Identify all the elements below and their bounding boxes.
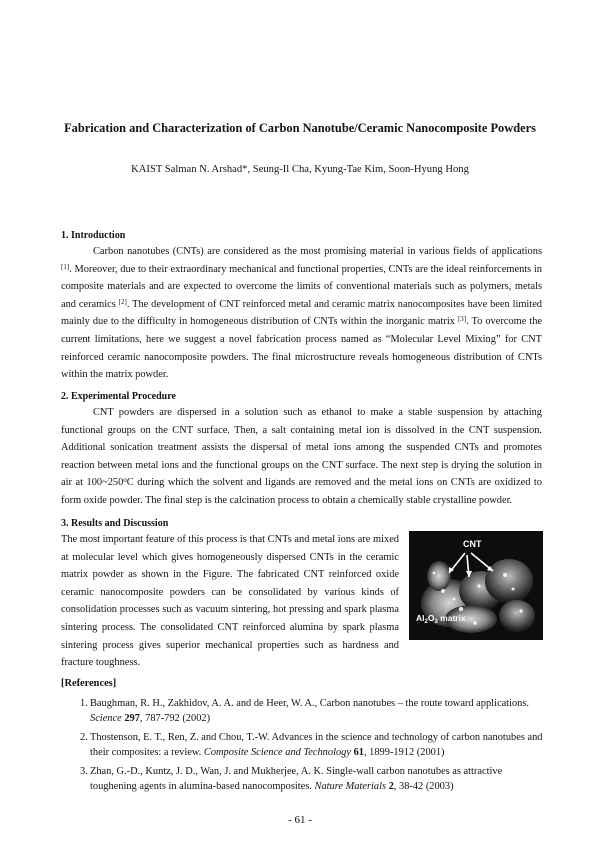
micrograph-image	[409, 531, 543, 640]
citation-1: [1]	[61, 262, 70, 271]
degree-symbol: o	[123, 476, 127, 485]
section-heading-experimental: 2. Experimental Procedure	[61, 391, 176, 402]
page-number: - 61 -	[288, 814, 312, 826]
references-heading: [References]	[61, 678, 117, 689]
figure-label-cnt: CNT	[463, 539, 482, 549]
references-section	[61, 678, 546, 794]
figure-label-matrix: $Al_2O_3$ matrix	[416, 613, 466, 625]
reference-item: 2. Thostenson, E. T., Ren, Z. and Chou, T.-W. Advances in the science and technology of carbon nanotubes and their composites: a review. Composite Science and Technology 61, 1899-1912 (2001)	[80, 732, 543, 758]
introduction-paragraph: Carbon nanotubes (CNTs) are considered as the most promising material in various fields of applications [1]. Moreover, due to their extraordinary mechanical and functional properties, CNTs are the ideal reinforcements in composite materials and are expected to overcome the limits of conventional materials such as polymers, metals and ceramics [2]. The development of CNT reinforced metal and ceramic matrix nanocomposites have been limited mainly due to the difficulty in homogeneous distribution of CNTs within the inorganic matrix [3]. To overcome the current limitations, here we suggest a novel fabrication process named as “Molecular Level Mixing” for CNT reinforced ceramic nanocomposite powders. The final microstructure reveals homogeneous distribution of CNTs within the matrix powder.	[61, 246, 543, 381]
citation-2: [2]	[118, 297, 127, 306]
results-paragraph: The most important feature of this process is that CNTs and metal ions are mixed at molecular level which gives homogeneously dispersed CNTs in the ceramic matrix powder as shown in the Figure. The fabricated CNT reinforced oxide ceramic nanocomposite powders can be consolidated by various kinds of consolidation processes such as vacuum sintering, hot pressing and spark plasma sintering process. The consolidated CNT reinforced alumina by spark plasma sintering process gives superior mechanical properties such as hardness and fracture toughness.	[61, 534, 399, 669]
cnt-micrograph-figure	[409, 531, 543, 640]
reference-item: 1. Baughman, R. H., Zakhidov, A. A. and de Heer, W. A., Carbon nanotubes – the route toward applications. Science 297, 787-792 (2002)	[80, 698, 529, 724]
paper-title: Fabrication and Characterization of Carbon Nanotube/Ceramic Nanocomposite Powders	[64, 121, 536, 135]
section-heading-results: 3. Results and Discussion	[61, 518, 169, 529]
reference-item: 3. Zhan, G.-D., Kuntz, J. D., Wan, J. and Mukherjee, A. K. Single-wall carbon nanotubes as attractive toughening agents in alumina-based nanocomposites. Nature Materials 2, 38-42 (2003)	[80, 766, 503, 792]
citation-3: [3]	[457, 315, 467, 324]
experimental-paragraph: CNT powders are dispersed in a solution such as ethanol to make a stable suspension by attaching functional groups on the CNT surface. Then, a salt containing metal ion is dissolved in the CNT suspension. Additional sonication treatment assists the dispersal of metal ions among the suspended CNTs and promotes reaction between metal ions and the functional groups on the CNT surface. The next step is drying the solution in air at 100~250$^o$C during which the solvent and ligands are removed and the metal ions on CNTs are oxidized to form oxide powder. The final step is the calcination process to obtain a chemically stable crystalline powder.	[61, 407, 542, 506]
section-heading-introduction: 1. Introduction	[61, 230, 126, 241]
author-list: KAIST Salman N. Arshad*, Seung-Il Cha, Kyung-Tae Kim, Soon-Hyung Hong	[131, 164, 469, 175]
